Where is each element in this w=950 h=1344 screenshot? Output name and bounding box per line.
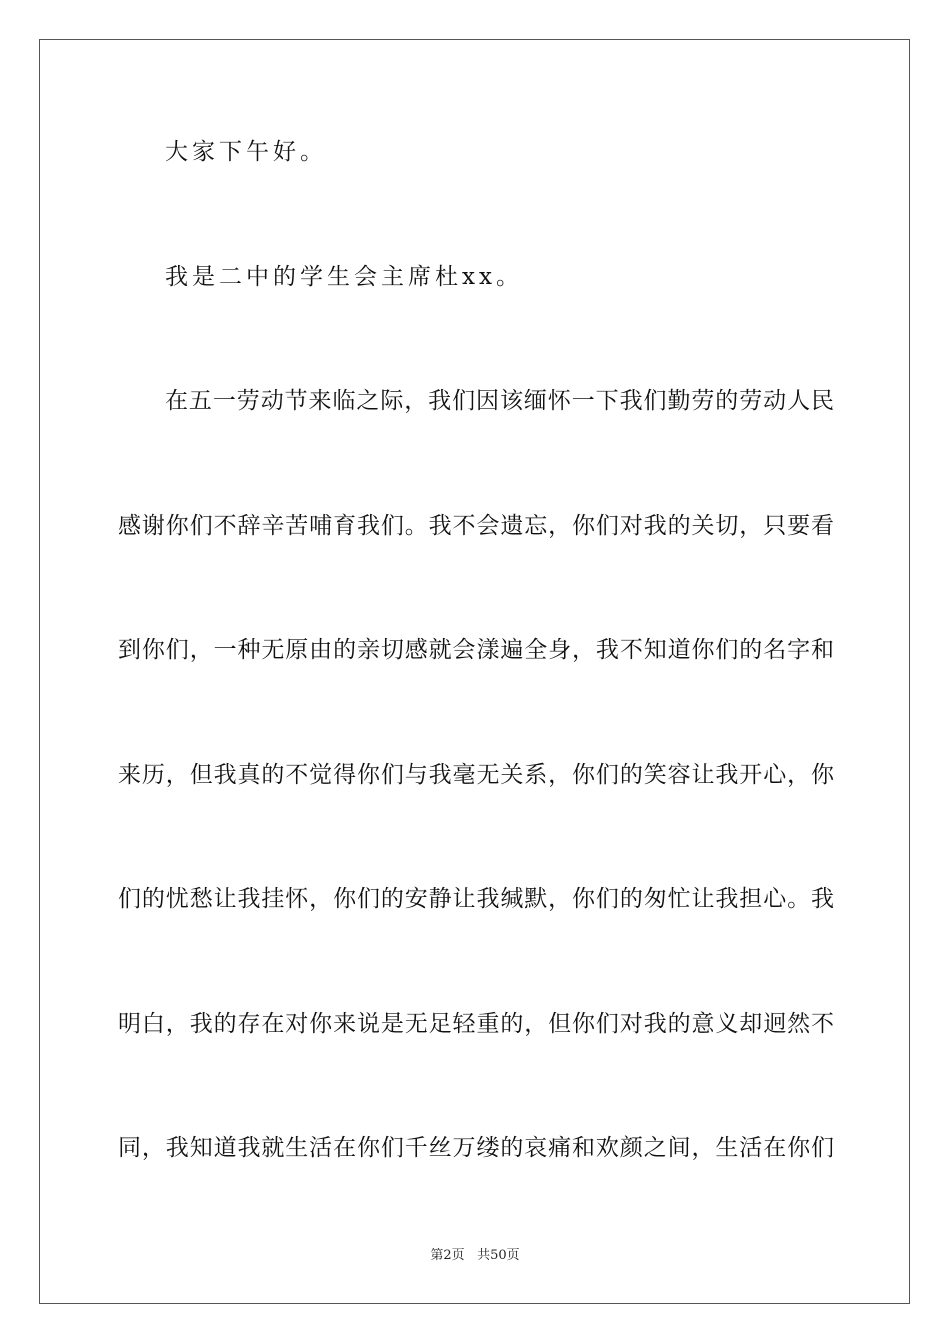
paragraph-body-line: 们的忧愁让我挂怀，你们的安静让我缄默，你们的匆忙让我担心。我 (118, 886, 834, 912)
page-footer (0, 1247, 950, 1265)
paragraph-introduction: 我是二中的学生会主席杜xx。 (165, 264, 523, 290)
page-border (39, 39, 910, 1304)
paragraph-body-line: 感谢你们不辞辛苦哺育我们。我不会遗忘，你们对我的关切，只要看 (118, 513, 834, 539)
page-number: 第2页 (430, 1248, 465, 1263)
paragraph-body-line: 来历，但我真的不觉得你们与我毫无关系，你们的笑容让我开心，你 (118, 762, 834, 788)
page-total: 共50页 (477, 1248, 520, 1263)
paragraph-body-line: 同，我知道我就生活在你们千丝万缕的哀痛和欢颜之间，生活在你们 (118, 1135, 834, 1161)
paragraph-greeting: 大家下午好。 (165, 139, 327, 165)
paragraph-body-line: 到你们，一种无原由的亲切感就会漾遍全身，我不知道你们的名字和 (118, 637, 834, 663)
paragraph-body-line: 明白，我的存在对你来说是无足轻重的，但你们对我的意义却迥然不 (118, 1011, 834, 1037)
paragraph-body-line: 在五一劳动节来临之际，我们因该缅怀一下我们勤劳的劳动人民 (165, 388, 834, 414)
